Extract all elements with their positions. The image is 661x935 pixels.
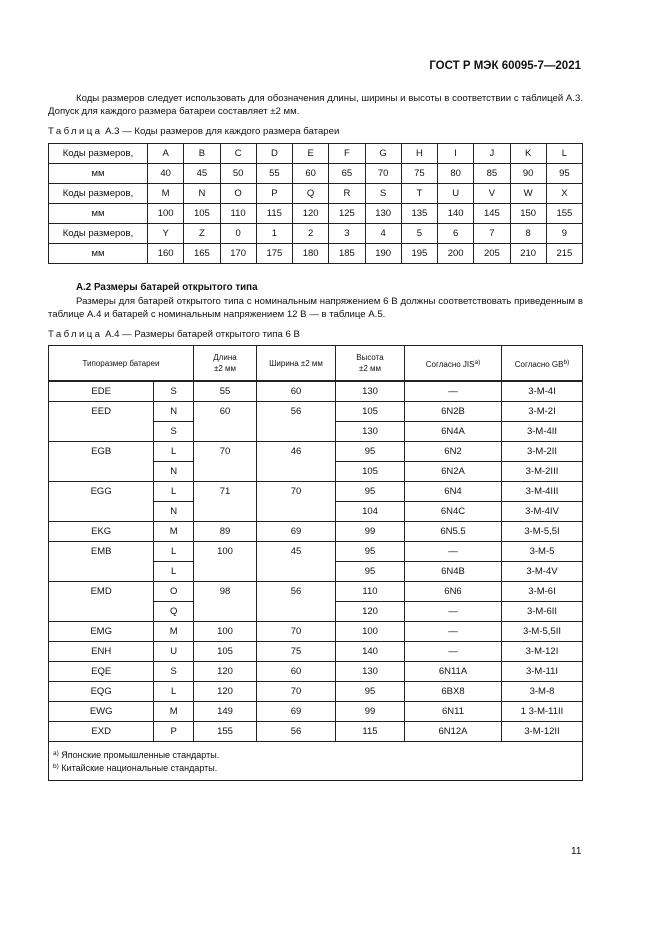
- table-row: [49, 722, 583, 742]
- cell-wid: 60: [257, 662, 336, 682]
- value-cell: 135: [401, 204, 437, 224]
- code-cell: F: [329, 144, 365, 164]
- value-cell: 180: [293, 244, 329, 264]
- cell-type: EMB: [49, 542, 154, 562]
- code-cell: G: [365, 144, 401, 164]
- table-notes: [49, 742, 583, 781]
- cell-sub: M: [154, 622, 194, 642]
- cell-wid: [257, 422, 336, 442]
- cell-len: 60: [194, 402, 257, 422]
- header-height-line1: Высота: [356, 353, 384, 362]
- value-cell: 150: [510, 204, 546, 224]
- value-cell: 120: [293, 204, 329, 224]
- code-cell: X: [546, 184, 582, 204]
- code-cell: 1: [256, 224, 292, 244]
- header-jis-text: Согласно JIS: [425, 359, 475, 369]
- cell-len: [194, 422, 257, 442]
- unit-label-cell: мм: [49, 204, 148, 224]
- value-cell: 65: [329, 164, 365, 184]
- cell-len: [194, 602, 257, 622]
- cell-gb: 3-M-12I: [502, 642, 583, 662]
- code-cell: 3: [329, 224, 365, 244]
- section-a2-paragraph: [48, 295, 583, 321]
- cell-gb: 3-M-4IV: [502, 502, 583, 522]
- cell-wid: 56: [257, 402, 336, 422]
- header-height-line2: ±2 мм: [358, 364, 382, 373]
- value-cell: 80: [438, 164, 474, 184]
- footnote-text: Китайские национальные стандарты.: [61, 763, 218, 773]
- cell-len: 120: [194, 662, 257, 682]
- cell-hgt: 104: [336, 502, 405, 522]
- cell-len: [194, 502, 257, 522]
- value-cell: 165: [184, 244, 220, 264]
- cell-len: [194, 562, 257, 582]
- cell-len: 98: [194, 582, 257, 602]
- value-cell: 45: [184, 164, 220, 184]
- cell-sub: L: [154, 542, 194, 562]
- cell-gb: 3-M-2III: [502, 462, 583, 482]
- cell-hgt: 95: [336, 562, 405, 582]
- cell-jis: —: [405, 622, 502, 642]
- value-cell: 60: [293, 164, 329, 184]
- header-length: [194, 346, 257, 382]
- cell-wid: 60: [257, 381, 336, 402]
- code-cell: B: [184, 144, 220, 164]
- code-cell: O: [220, 184, 256, 204]
- section-a2-paragraph-text: Размеры для батарей открытого типа с номинальным напряжением 6 В должны соответствовать приведенным в таблице А.4 и батарей с номинальным напряжением 12 В — в таблице А.5.: [48, 296, 583, 320]
- cell-type: EQG: [49, 682, 154, 702]
- value-cell: 90: [510, 164, 546, 184]
- header-length-line1: Длина: [213, 353, 237, 362]
- cell-type: EMG: [49, 622, 154, 642]
- code-cell: 0: [220, 224, 256, 244]
- header-gb-text: Согласно GB: [514, 359, 564, 369]
- notes-row: [49, 742, 583, 781]
- table-a3-caption: [48, 126, 339, 137]
- value-row: [49, 164, 583, 184]
- value-cell: 155: [546, 204, 582, 224]
- cell-sub: L: [154, 562, 194, 582]
- cell-gb: 3-M-4V: [502, 562, 583, 582]
- cell-type: EGG: [49, 482, 154, 502]
- table-row: [49, 402, 583, 422]
- cell-hgt: 140: [336, 642, 405, 662]
- cell-wid: 56: [257, 582, 336, 602]
- code-cell: 7: [474, 224, 510, 244]
- cell-jis: 6BX8: [405, 682, 502, 702]
- cell-len: 55: [194, 381, 257, 402]
- cell-sub: L: [154, 682, 194, 702]
- cell-hgt: 130: [336, 662, 405, 682]
- cell-wid: 75: [257, 642, 336, 662]
- cell-wid: [257, 462, 336, 482]
- cell-jis: 6N5.5: [405, 522, 502, 542]
- cell-gb: 3-M-2I: [502, 402, 583, 422]
- cell-wid: 46: [257, 442, 336, 462]
- cell-hgt: 105: [336, 402, 405, 422]
- table-row: [49, 642, 583, 662]
- cell-wid: [257, 562, 336, 582]
- cell-jis: 6N4: [405, 482, 502, 502]
- value-cell: 210: [510, 244, 546, 264]
- code-cell: I: [438, 144, 474, 164]
- value-cell: 190: [365, 244, 401, 264]
- cell-jis: 6N11A: [405, 662, 502, 682]
- value-cell: 215: [546, 244, 582, 264]
- cell-sub: S: [154, 381, 194, 402]
- value-cell: 85: [474, 164, 510, 184]
- value-cell: 185: [329, 244, 365, 264]
- cell-sub: N: [154, 462, 194, 482]
- header-gb: [502, 346, 583, 382]
- header-length-line2: ±2 мм: [213, 364, 237, 373]
- code-cell: C: [220, 144, 256, 164]
- cell-hgt: 99: [336, 522, 405, 542]
- footnote-mark: b): [563, 358, 570, 366]
- footnote-mark: a): [474, 358, 481, 366]
- header-height: [336, 346, 405, 382]
- header-type: Типоразмер батареи: [49, 346, 194, 382]
- code-cell: Q: [293, 184, 329, 204]
- cell-sub: M: [154, 522, 194, 542]
- value-cell: 130: [365, 204, 401, 224]
- cell-hgt: 95: [336, 482, 405, 502]
- cell-gb: 3-M-5: [502, 542, 583, 562]
- cell-wid: 45: [257, 542, 336, 562]
- cell-len: 89: [194, 522, 257, 542]
- footnote-mark: b): [53, 763, 59, 770]
- table-row: [49, 562, 583, 582]
- cell-type: EMD: [49, 582, 154, 602]
- cell-len: 71: [194, 482, 257, 502]
- code-cell: W: [510, 184, 546, 204]
- value-cell: 55: [256, 164, 292, 184]
- cell-hgt: 130: [336, 381, 405, 402]
- value-cell: 125: [329, 204, 365, 224]
- cell-hgt: 120: [336, 602, 405, 622]
- cell-hgt: 110: [336, 582, 405, 602]
- cell-sub: N: [154, 502, 194, 522]
- code-cell: A: [148, 144, 184, 164]
- cell-gb: 3-M-12II: [502, 722, 583, 742]
- cell-hgt: 115: [336, 722, 405, 742]
- cell-wid: [257, 502, 336, 522]
- table-row: [49, 462, 583, 482]
- header-width: Ширина ±2 мм: [257, 346, 336, 382]
- value-cell: 95: [546, 164, 582, 184]
- cell-sub: S: [154, 422, 194, 442]
- code-cell: 6: [438, 224, 474, 244]
- value-cell: 50: [220, 164, 256, 184]
- cell-sub: O: [154, 582, 194, 602]
- code-cell: 4: [365, 224, 401, 244]
- value-cell: 75: [401, 164, 437, 184]
- value-cell: 205: [474, 244, 510, 264]
- table-row: [49, 442, 583, 462]
- cell-type: [49, 502, 154, 522]
- cell-jis: —: [405, 542, 502, 562]
- footnote-text: Японские промышленные стандарты.: [61, 750, 220, 760]
- value-cell: 175: [256, 244, 292, 264]
- cell-len: 120: [194, 682, 257, 702]
- cell-sub: L: [154, 482, 194, 502]
- cell-jis: 6N2A: [405, 462, 502, 482]
- value-cell: 105: [184, 204, 220, 224]
- code-cell: D: [256, 144, 292, 164]
- cell-jis: 6N2B: [405, 402, 502, 422]
- cell-hgt: 99: [336, 702, 405, 722]
- cell-type: [49, 562, 154, 582]
- code-cell: M: [148, 184, 184, 204]
- cell-hgt: 100: [336, 622, 405, 642]
- cell-gb: 3-M-4III: [502, 482, 583, 502]
- cell-gb: 3-M-4II: [502, 422, 583, 442]
- code-cell: H: [401, 144, 437, 164]
- code-label-cell: Коды размеров,: [49, 224, 148, 244]
- cell-hgt: 95: [336, 682, 405, 702]
- code-cell: T: [401, 184, 437, 204]
- value-cell: 200: [438, 244, 474, 264]
- value-cell: 195: [401, 244, 437, 264]
- cell-jis: 6N6: [405, 582, 502, 602]
- value-cell: 140: [438, 204, 474, 224]
- cell-gb: 3-M-2II: [502, 442, 583, 462]
- value-cell: 115: [256, 204, 292, 224]
- cell-gb: 3-M-6II: [502, 602, 583, 622]
- table-a4-caption: [48, 329, 300, 340]
- code-cell: K: [510, 144, 546, 164]
- cell-type: EXD: [49, 722, 154, 742]
- cell-wid: 70: [257, 482, 336, 502]
- cell-gb: 3-M-8: [502, 682, 583, 702]
- cell-gb: 1 3-M-11II: [502, 702, 583, 722]
- cell-wid: [257, 602, 336, 622]
- size-codes-table: [48, 143, 583, 264]
- caption-label: Таблица: [48, 329, 103, 340]
- code-cell: Y: [148, 224, 184, 244]
- cell-type: EKG: [49, 522, 154, 542]
- cell-len: 149: [194, 702, 257, 722]
- cell-wid: 70: [257, 622, 336, 642]
- cell-gb: 3-M-5,5II: [502, 622, 583, 642]
- cell-jis: 6N4B: [405, 562, 502, 582]
- cell-wid: 70: [257, 682, 336, 702]
- open-battery-sizes-table: [48, 345, 583, 781]
- cell-jis: 6N2: [405, 442, 502, 462]
- header-jis: [405, 346, 502, 382]
- cell-sub: S: [154, 662, 194, 682]
- intro-paragraph-text: Коды размеров следует использовать для обозначения длины, ширины и высоты в соответствии с таблицей А.3. Допуск для каждого размера батареи составляет ±2 мм.: [48, 93, 583, 117]
- code-cell: S: [365, 184, 401, 204]
- cell-sub: P: [154, 722, 194, 742]
- footnote: [53, 748, 578, 761]
- table-row: [49, 422, 583, 442]
- code-row: [49, 224, 583, 244]
- code-cell: 5: [401, 224, 437, 244]
- cell-type: [49, 422, 154, 442]
- cell-type: EGB: [49, 442, 154, 462]
- cell-sub: U: [154, 642, 194, 662]
- cell-len: 100: [194, 542, 257, 562]
- cell-len: 155: [194, 722, 257, 742]
- cell-wid: 56: [257, 722, 336, 742]
- table-row: [49, 582, 583, 602]
- code-cell: 8: [510, 224, 546, 244]
- code-cell: 2: [293, 224, 329, 244]
- cell-type: EQE: [49, 662, 154, 682]
- footnote: [53, 761, 578, 774]
- cell-sub: M: [154, 702, 194, 722]
- code-cell: P: [256, 184, 292, 204]
- table-row: [49, 622, 583, 642]
- code-cell: J: [474, 144, 510, 164]
- code-cell: V: [474, 184, 510, 204]
- cell-jis: —: [405, 602, 502, 622]
- value-cell: 100: [148, 204, 184, 224]
- intro-paragraph: [48, 92, 583, 118]
- cell-jis: —: [405, 642, 502, 662]
- cell-hgt: 95: [336, 442, 405, 462]
- table-row: [49, 522, 583, 542]
- cell-len: 105: [194, 642, 257, 662]
- cell-type: [49, 462, 154, 482]
- table-row: [49, 702, 583, 722]
- cell-type: ENH: [49, 642, 154, 662]
- table-row: [49, 682, 583, 702]
- caption-label: Таблица: [48, 126, 103, 137]
- code-cell: E: [293, 144, 329, 164]
- caption-text: А.3 — Коды размеров для каждого размера батареи: [105, 126, 340, 137]
- code-cell: R: [329, 184, 365, 204]
- section-a2-title: А.2 Размеры батарей открытого типа: [76, 282, 258, 293]
- unit-label-cell: мм: [49, 164, 148, 184]
- footnote-mark: a): [53, 750, 59, 757]
- code-label-cell: Коды размеров,: [49, 184, 148, 204]
- cell-sub: L: [154, 442, 194, 462]
- cell-gb: 3-M-5,5I: [502, 522, 583, 542]
- cell-len: 100: [194, 622, 257, 642]
- cell-jis: 6N4C: [405, 502, 502, 522]
- cell-wid: 69: [257, 702, 336, 722]
- cell-hgt: 105: [336, 462, 405, 482]
- cell-type: EWG: [49, 702, 154, 722]
- page-number: 11: [571, 846, 582, 857]
- value-cell: 160: [148, 244, 184, 264]
- cell-jis: —: [405, 381, 502, 402]
- code-row: [49, 144, 583, 164]
- table-row: [49, 602, 583, 622]
- value-cell: 70: [365, 164, 401, 184]
- value-cell: 170: [220, 244, 256, 264]
- value-cell: 145: [474, 204, 510, 224]
- code-cell: Z: [184, 224, 220, 244]
- cell-jis: 6N4A: [405, 422, 502, 442]
- code-cell: N: [184, 184, 220, 204]
- cell-type: EDE: [49, 381, 154, 402]
- code-label-cell: Коды размеров,: [49, 144, 148, 164]
- cell-gb: 3-M-4I: [502, 381, 583, 402]
- caption-text: А.4 — Размеры батарей открытого типа 6 В: [105, 329, 300, 340]
- cell-len: 70: [194, 442, 257, 462]
- cell-jis: 6N11: [405, 702, 502, 722]
- code-cell: U: [438, 184, 474, 204]
- cell-sub: N: [154, 402, 194, 422]
- table-row: [49, 662, 583, 682]
- value-cell: 110: [220, 204, 256, 224]
- table-row: [49, 381, 583, 402]
- code-cell: L: [546, 144, 582, 164]
- cell-hgt: 130: [336, 422, 405, 442]
- code-row: [49, 184, 583, 204]
- cell-len: [194, 462, 257, 482]
- cell-type: EED: [49, 402, 154, 422]
- cell-hgt: 95: [336, 542, 405, 562]
- cell-type: [49, 602, 154, 622]
- value-row: [49, 244, 583, 264]
- value-cell: 40: [148, 164, 184, 184]
- cell-gb: 3-M-6I: [502, 582, 583, 602]
- table-row: [49, 502, 583, 522]
- cell-gb: 3-M-11I: [502, 662, 583, 682]
- cell-sub: Q: [154, 602, 194, 622]
- value-row: [49, 204, 583, 224]
- unit-label-cell: мм: [49, 244, 148, 264]
- document-id: ГОСТ Р МЭК 60095-7—2021: [429, 60, 581, 72]
- table-row: [49, 542, 583, 562]
- table-row: [49, 482, 583, 502]
- cell-wid: 69: [257, 522, 336, 542]
- cell-jis: 6N12A: [405, 722, 502, 742]
- code-cell: 9: [546, 224, 582, 244]
